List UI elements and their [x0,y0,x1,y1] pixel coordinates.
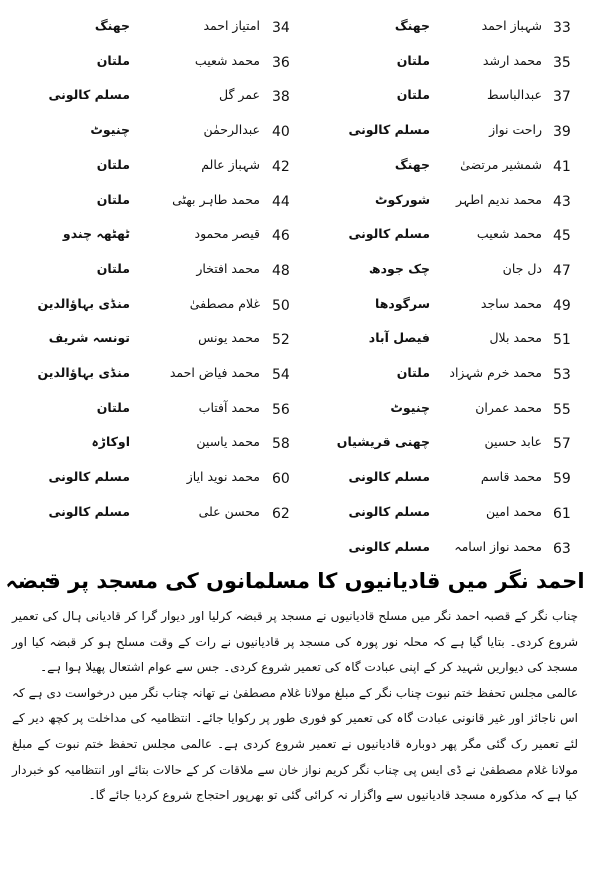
entry-number: 62 [272,505,290,522]
entry-name: قیصر محمود [194,226,260,242]
entry-name: محمد ساجد [480,295,542,311]
entry-number: 37 [553,89,571,106]
entry-city: چنیوٹ [390,399,430,415]
list-row [0,10,590,46]
entry-number: 45 [553,228,571,245]
entry-number: 33 [553,20,571,36]
entry-name: محمد شعیب [194,52,260,68]
entry-city: ملتان [396,365,430,380]
entry-city: ملتان [96,156,130,172]
entry-number: 60 [272,471,290,488]
entry-number: 57 [553,436,571,453]
entry-name: محمد نوید ایاز [186,469,260,485]
entry-name: محمد ارشد [482,52,542,68]
list-row [0,79,590,115]
entry-number: 34 [272,20,290,36]
list-row [0,461,590,497]
entry-name: محمد یونس [198,330,260,346]
entry-name: محمد افتخار [196,260,260,276]
list-row [0,184,590,220]
entry-name: راحت نواز [489,122,542,138]
entry-name: محمد ندیم اطہر [456,191,542,207]
article-headline: احمد نگر میں قادیانیوں کا مسلمانوں کی مسجد پر قبضہ [5,569,585,593]
entry-city: چک جودھ [368,260,430,276]
entry-name: شمشیر مرتضیٰ [460,156,542,172]
entry-name: امتیاز احمد [203,18,260,33]
entry-name: محمد شعیب [476,226,542,242]
entry-city: شورکوٹ [375,191,430,207]
entry-number: 52 [272,332,290,349]
entry-name: عمر گل [219,87,260,103]
entry-city: مسلم کالونی [348,538,430,554]
entry-number: 55 [553,401,571,418]
entry-city: تونسہ شریف [48,330,130,346]
entry-city: منڈی بہاؤالدین [37,295,130,311]
entry-number: 48 [272,262,290,279]
article-body [12,604,578,809]
entry-name: محمد طاہر بھٹی [172,191,260,207]
list-row [0,531,590,567]
entry-city: منڈی بہاؤالدین [37,365,130,380]
list-row [0,218,590,254]
entry-name: محمد یاسین [196,434,260,450]
entry-city: مسلم کالونی [48,87,130,103]
entry-city: ملتان [96,191,130,207]
article-paragraph: چناب نگر کے قصبہ احمد نگر میں مسلح قادیانیوں نے مسجد پر قبضہ کرلیا اور دیوار گرا کر قادیانی ہال کی تعمیر شروع کردی۔ بتایا گیا ہے کہ محلہ نور پورہ کی مسجد پر قادیانیوں نے رات کے وقت مسلح ہو کر قبضہ کیا اور مسجد کی دیواریں شہید کر کے اپنی عبادت گاہ کی تعمیر شروع کردی۔ جس سے عوام اشتعال پھیلا ہوا ہے۔ [12,609,578,675]
entry-name: غلام مصطفیٰ [189,295,260,311]
entry-name: محمد آفتاب [198,399,260,415]
entry-number: 47 [553,262,571,279]
entry-number: 41 [553,158,571,175]
entry-number: 35 [553,54,571,71]
entry-name: عبدالباسط [487,87,542,103]
entry-city: جھنگ [94,18,130,33]
entry-name: دل جان [502,260,542,276]
entry-name: محمد امین [486,503,542,519]
entry-name: محمد فیاض احمد [169,365,260,380]
list-row [0,149,590,185]
list-row [0,392,590,428]
entry-number: 63 [553,540,571,557]
entry-city: جھنگ [394,156,430,172]
entry-number: 56 [272,401,290,418]
entry-city: سرگودھا [375,295,430,311]
entry-city: مسلم کالونی [348,122,430,138]
entry-name: شہباز احمد [481,18,542,33]
entry-city: مسلم کالونی [48,503,130,519]
entry-number: 50 [272,297,290,314]
entry-number: 51 [553,332,571,349]
entry-city: ملتان [396,52,430,68]
entry-number: 36 [272,54,290,71]
list-row [0,114,590,150]
entry-name: عبدالرحمٰن [203,122,260,138]
list-row [0,45,590,81]
entry-city: مسلم کالونی [348,503,430,519]
list-row [0,496,590,532]
entry-name: محمد نواز اسامہ [454,538,542,554]
entry-number: 46 [272,228,290,245]
entry-city: چھنی قریشیاں [336,434,430,450]
list-row [0,426,590,462]
entry-number: 59 [553,471,571,488]
entry-city: مسلم کالونی [348,226,430,242]
entry-name: محمد قاسم [480,469,542,485]
entry-city: جھنگ [394,18,430,33]
entry-city: ملتان [96,399,130,415]
entry-number: 43 [553,193,571,210]
entry-city: چنیوٹ [90,122,130,138]
entry-name: محمد عمران [475,399,542,415]
entry-name: شہباز عالم [201,156,260,172]
entry-city: ملتان [96,52,130,68]
list-row [0,357,590,393]
entry-city: ملتان [96,260,130,276]
entry-city: فیصل آباد [368,330,430,346]
entry-name: محمد بلال [489,330,542,346]
entry-number: 61 [553,505,571,522]
entry-number: 49 [553,297,571,314]
list-row [0,288,590,324]
entry-number: 39 [553,124,571,141]
entry-name: عابد حسین [484,434,542,450]
entry-number: 38 [272,89,290,106]
entry-city: ٹھٹھہ چندو [62,226,130,242]
entry-number: 53 [553,367,571,383]
entry-name: محسن علی [198,503,260,519]
list-row [0,253,590,289]
entry-number: 54 [272,367,290,383]
entry-city: مسلم کالونی [48,469,130,485]
entry-city: اوکاڑہ [91,434,130,450]
entry-name: محمد خرم شہزاد [449,365,542,380]
entry-number: 58 [272,436,290,453]
list-row [0,322,590,358]
entry-city: مسلم کالونی [348,469,430,485]
entry-number: 40 [272,124,290,141]
entry-number: 42 [272,158,290,175]
article-paragraph: عالمی مجلس تحفظ ختم نبوت چناب نگر کے مبلغ مولانا غلام مصطفیٰ نے تھانہ چناب نگر میں درخواست دی ہے کہ اس ناجائز اور غیر قانونی عبادت گاہ کی تعمیر کو فوری طور پر رکوایا جائے۔ انتظامیہ کی مداخلت پر کچھ دیر کے لئے تعمیر رک گئی مگر پھر دوبارہ قادیانیوں نے تعمیر شروع کردی ہے۔ عالمی مجلس تحفظ ختم نبوت کے مبلغ مولانا غلام مصطفیٰ نے ڈی ایس پی چناب نگر کریم نواز خان سے ملاقات کر کے حالات بتائے اور انتظامیہ کو خبردار کیا ہے کہ مذکورہ مسجد قادیانیوں سے واگزار نہ کرائی گئی تو بھرپور احتجاج شروع کردیا جائے گا۔ [12,685,578,803]
entry-city: ملتان [396,87,430,103]
entry-number: 44 [272,193,290,210]
